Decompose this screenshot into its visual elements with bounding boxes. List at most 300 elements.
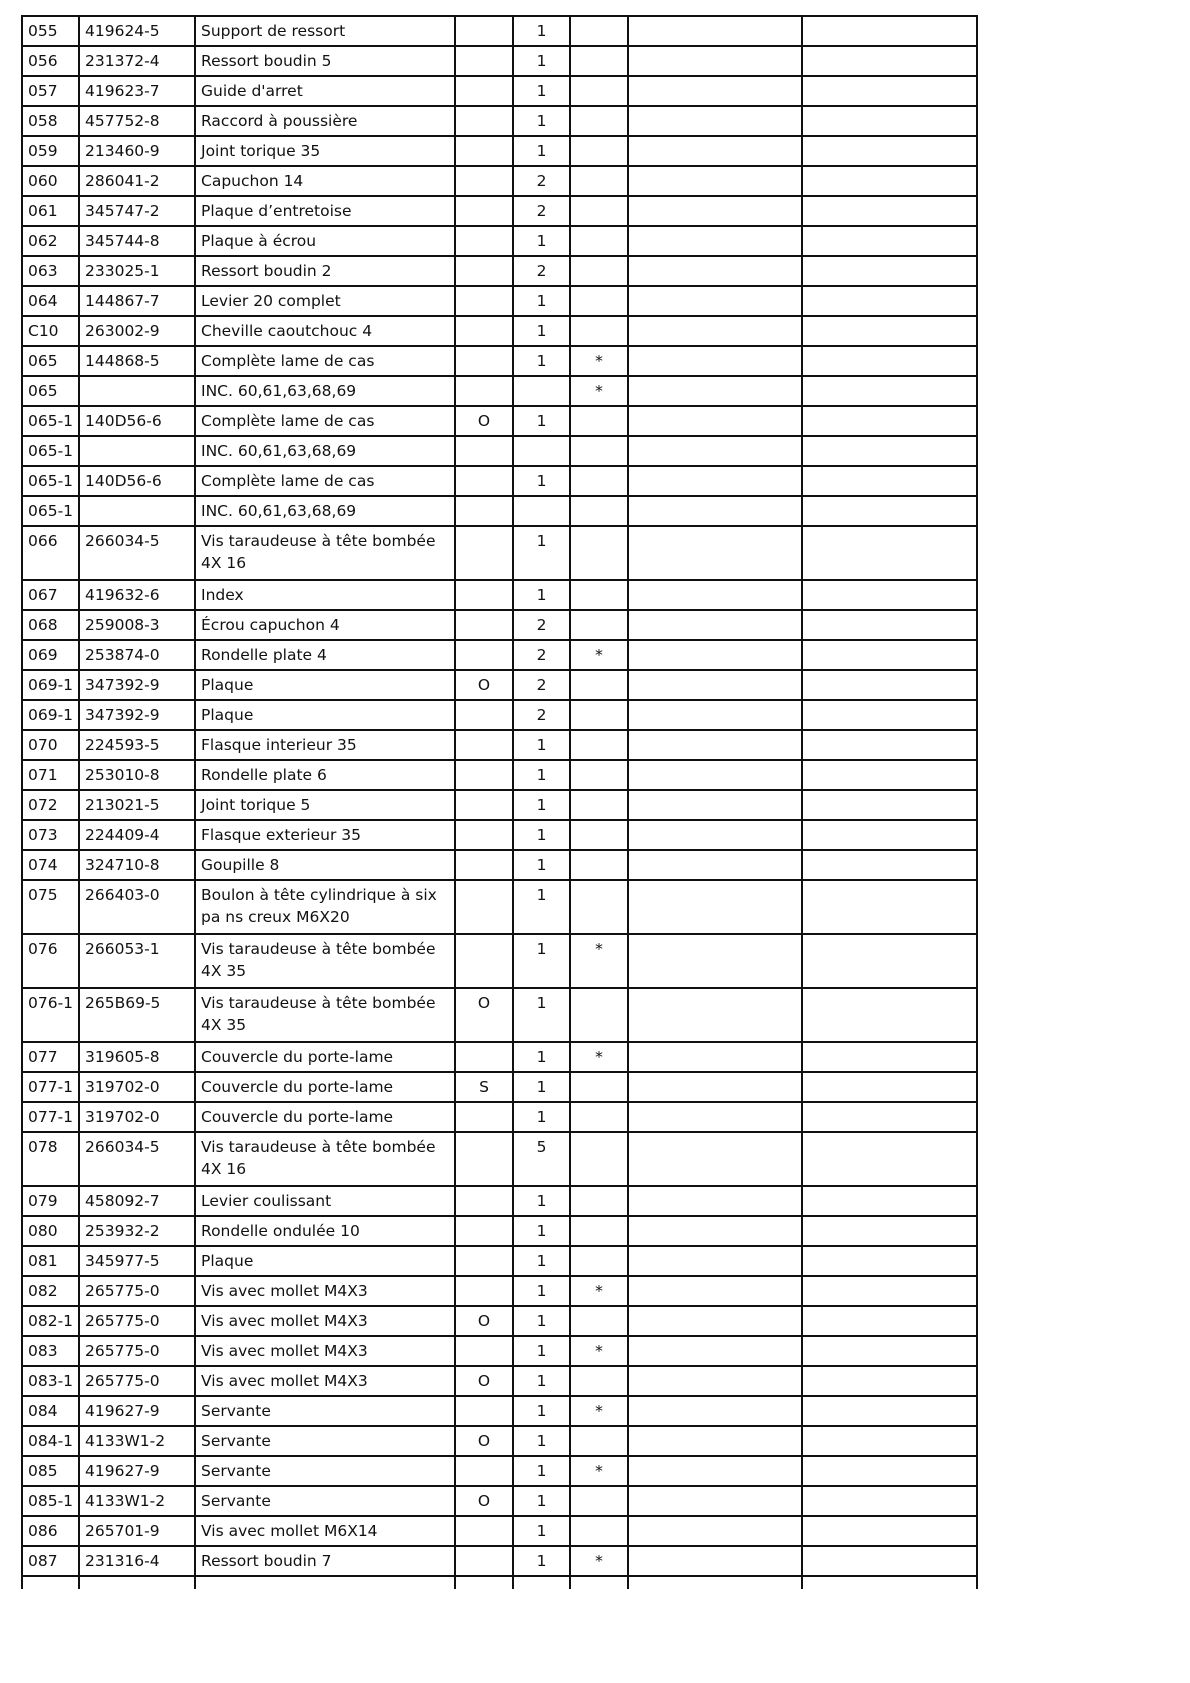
- cell-note: *: [570, 1546, 628, 1576]
- cell-note: [570, 1102, 628, 1132]
- cell-option: [455, 934, 513, 988]
- cell-empty: [628, 850, 802, 880]
- table-row: [22, 466, 977, 496]
- cell-empty: [628, 346, 802, 376]
- cell-empty: [628, 610, 802, 640]
- cell-option: [455, 1132, 513, 1186]
- cell-empty: [628, 1102, 802, 1132]
- cell-part-code: 266034-5: [79, 526, 195, 580]
- table-row: [22, 670, 977, 700]
- cell-description: Joint torique 5: [195, 790, 455, 820]
- cell-description: Couvercle du porte-lame: [195, 1042, 455, 1072]
- cell-empty: [628, 1516, 802, 1546]
- cell-empty: [802, 850, 977, 880]
- cell-description: Servante: [195, 1456, 455, 1486]
- cell-quantity: 2: [513, 670, 570, 700]
- cell-part-code: 253932-2: [79, 1216, 195, 1246]
- cell-part-code: 324710-8: [79, 850, 195, 880]
- cell-empty: [802, 106, 977, 136]
- cell-empty: [802, 1456, 977, 1486]
- cell-description: Vis taraudeuse à tête bombée 4X 35: [195, 988, 455, 1042]
- cell-quantity: 1: [513, 934, 570, 988]
- cell-empty: [628, 700, 802, 730]
- cell-part-code: 419624-5: [79, 16, 195, 46]
- cell-item-number: 084: [22, 1396, 79, 1426]
- cell-quantity: 2: [513, 700, 570, 730]
- cell-description: Plaque: [195, 700, 455, 730]
- cell-option: [455, 820, 513, 850]
- cell-description: INC. 60,61,63,68,69: [195, 496, 455, 526]
- cell-note: [570, 406, 628, 436]
- cell-item-number: 055: [22, 16, 79, 46]
- cell-item-number: 079: [22, 1186, 79, 1216]
- cell-empty: [628, 934, 802, 988]
- cell-empty: [628, 136, 802, 166]
- cell-quantity: 1: [513, 790, 570, 820]
- cell-quantity: 1: [513, 1426, 570, 1456]
- cell-note: *: [570, 1456, 628, 1486]
- cell-empty: [802, 196, 977, 226]
- cell-quantity: 1: [513, 346, 570, 376]
- cell-empty: [802, 1426, 977, 1456]
- cell-quantity: 1: [513, 316, 570, 346]
- table-row: [22, 820, 977, 850]
- cell-empty: [628, 1306, 802, 1336]
- cell-option: [455, 1042, 513, 1072]
- cell-quantity: 1: [513, 760, 570, 790]
- cell-quantity: 1: [513, 1336, 570, 1366]
- cell-note: *: [570, 1276, 628, 1306]
- cell-option: [455, 16, 513, 46]
- cell-part-code: [79, 436, 195, 466]
- cell-empty: [628, 988, 802, 1042]
- cell-note: [570, 850, 628, 880]
- cell-option: [455, 466, 513, 496]
- cell-quantity: 1: [513, 1072, 570, 1102]
- cell-empty: [628, 790, 802, 820]
- cell-empty: [802, 376, 977, 406]
- cell-option: [455, 790, 513, 820]
- cell-part-code: 253874-0: [79, 640, 195, 670]
- cell-empty: [628, 436, 802, 466]
- cell-empty: [628, 1072, 802, 1102]
- table-row: [22, 1366, 977, 1396]
- cell-description: Plaque d’entretoise: [195, 196, 455, 226]
- cell-note: [570, 76, 628, 106]
- cell-option: [455, 136, 513, 166]
- cell-empty: [802, 988, 977, 1042]
- cell-quantity: 1: [513, 1396, 570, 1426]
- table-row-continuation: [22, 1576, 977, 1589]
- cell-part-code: 266034-5: [79, 1132, 195, 1186]
- cell-note: [570, 700, 628, 730]
- cell-note: [570, 820, 628, 850]
- cell-empty: [802, 640, 977, 670]
- table-row: [22, 316, 977, 346]
- cell-item-number: C10: [22, 316, 79, 346]
- cell-empty: [802, 226, 977, 256]
- cell-description: Plaque: [195, 670, 455, 700]
- cell-empty: [802, 1546, 977, 1576]
- cell-empty: [802, 610, 977, 640]
- cell-part-code: 319702-0: [79, 1102, 195, 1132]
- cell-description: Guide d'arret: [195, 76, 455, 106]
- table-row: [22, 1546, 977, 1576]
- cell-empty: [628, 46, 802, 76]
- cell-empty: [628, 730, 802, 760]
- cell-empty: [802, 580, 977, 610]
- cell-quantity: 1: [513, 136, 570, 166]
- cell-option: O: [455, 1306, 513, 1336]
- cell-description: Couvercle du porte-lame: [195, 1102, 455, 1132]
- cell-part-code: 144868-5: [79, 346, 195, 376]
- cell-item-number: 065-1: [22, 496, 79, 526]
- table-row: [22, 226, 977, 256]
- table-row: [22, 346, 977, 376]
- cell-empty: [628, 526, 802, 580]
- cell-option: [455, 376, 513, 406]
- table-row: [22, 700, 977, 730]
- table-row: [22, 526, 977, 580]
- cell-description: Ressort boudin 7: [195, 1546, 455, 1576]
- cell-option: [455, 196, 513, 226]
- cell-note: [570, 226, 628, 256]
- cell-empty: [628, 316, 802, 346]
- cell-note: *: [570, 346, 628, 376]
- cell-empty: [628, 1576, 802, 1589]
- cell-empty: [802, 166, 977, 196]
- cell-part-code: 347392-9: [79, 670, 195, 700]
- cell-item-number: 084-1: [22, 1426, 79, 1456]
- cell-note: [570, 46, 628, 76]
- cell-quantity: [513, 496, 570, 526]
- cell-description: Plaque à écrou: [195, 226, 455, 256]
- cell-note: [570, 316, 628, 346]
- cell-item-number: 059: [22, 136, 79, 166]
- cell-empty: [802, 1396, 977, 1426]
- cell-option: [455, 256, 513, 286]
- cell-option: [455, 760, 513, 790]
- cell-item-number: 082: [22, 1276, 79, 1306]
- cell-note: [570, 1486, 628, 1516]
- cell-option: [455, 610, 513, 640]
- cell-quantity: 1: [513, 1186, 570, 1216]
- cell-item-number: 062: [22, 226, 79, 256]
- cell-description: Vis avec mollet M4X3: [195, 1306, 455, 1336]
- cell-item-number: 068: [22, 610, 79, 640]
- cell-note: [570, 166, 628, 196]
- cell-item-number: 074: [22, 850, 79, 880]
- cell-item-number: 066: [22, 526, 79, 580]
- cell-part-code: 231372-4: [79, 46, 195, 76]
- cell-empty: [802, 1276, 977, 1306]
- cell-quantity: 2: [513, 196, 570, 226]
- cell-note: *: [570, 640, 628, 670]
- table-row: [22, 196, 977, 226]
- cell-note: [570, 760, 628, 790]
- cell-description: Plaque: [195, 1246, 455, 1276]
- cell-option: [455, 880, 513, 934]
- cell-item-number: 069-1: [22, 670, 79, 700]
- cell-quantity: 1: [513, 880, 570, 934]
- cell-item-number: 061: [22, 196, 79, 226]
- table-row: [22, 436, 977, 466]
- table-row: [22, 640, 977, 670]
- cell-quantity: 5: [513, 1132, 570, 1186]
- table-row: [22, 1132, 977, 1186]
- cell-part-code: 144867-7: [79, 286, 195, 316]
- cell-part-code: 345747-2: [79, 196, 195, 226]
- cell-note: [570, 1426, 628, 1456]
- cell-part-code: 419627-9: [79, 1396, 195, 1426]
- cell-part-code: 319605-8: [79, 1042, 195, 1072]
- cell-item-number: 076-1: [22, 988, 79, 1042]
- cell-item-number: 067: [22, 580, 79, 610]
- cell-part-code: 140D56-6: [79, 466, 195, 496]
- cell-empty: [628, 1456, 802, 1486]
- table-row: [22, 496, 977, 526]
- cell-option: [455, 166, 513, 196]
- cell-note: *: [570, 934, 628, 988]
- cell-part-code: 265701-9: [79, 1516, 195, 1546]
- cell-note: *: [570, 1396, 628, 1426]
- cell-empty: [513, 1576, 570, 1589]
- cell-option: [455, 526, 513, 580]
- cell-description: Complète lame de cas: [195, 466, 455, 496]
- cell-item-number: 064: [22, 286, 79, 316]
- cell-option: [455, 226, 513, 256]
- cell-quantity: [513, 376, 570, 406]
- table-row: [22, 1426, 977, 1456]
- cell-description: Levier 20 complet: [195, 286, 455, 316]
- cell-empty: [802, 1102, 977, 1132]
- cell-item-number: 065: [22, 346, 79, 376]
- cell-note: [570, 1186, 628, 1216]
- cell-empty: [628, 166, 802, 196]
- cell-description: Cheville caoutchouc 4: [195, 316, 455, 346]
- table-row: [22, 790, 977, 820]
- cell-option: [455, 1186, 513, 1216]
- table-row: [22, 406, 977, 436]
- cell-note: [570, 526, 628, 580]
- cell-description: Couvercle du porte-lame: [195, 1072, 455, 1102]
- cell-empty: [628, 466, 802, 496]
- cell-quantity: 1: [513, 988, 570, 1042]
- cell-description: Vis avec mollet M4X3: [195, 1366, 455, 1396]
- cell-part-code: 419627-9: [79, 1456, 195, 1486]
- cell-option: [455, 346, 513, 376]
- cell-option: O: [455, 988, 513, 1042]
- cell-description: INC. 60,61,63,68,69: [195, 436, 455, 466]
- cell-quantity: 1: [513, 1306, 570, 1336]
- cell-note: [570, 1132, 628, 1186]
- cell-empty: [802, 1216, 977, 1246]
- table-row: [22, 1186, 977, 1216]
- cell-quantity: 1: [513, 466, 570, 496]
- cell-quantity: 2: [513, 610, 570, 640]
- cell-note: *: [570, 376, 628, 406]
- cell-part-code: 233025-1: [79, 256, 195, 286]
- cell-description: Raccord à poussière: [195, 106, 455, 136]
- cell-empty: [802, 820, 977, 850]
- cell-quantity: 1: [513, 406, 570, 436]
- cell-option: [455, 76, 513, 106]
- cell-empty: [802, 790, 977, 820]
- cell-item-number: 077-1: [22, 1102, 79, 1132]
- cell-quantity: 1: [513, 730, 570, 760]
- cell-empty: [802, 46, 977, 76]
- cell-quantity: 1: [513, 226, 570, 256]
- cell-option: O: [455, 670, 513, 700]
- cell-part-code: 458092-7: [79, 1186, 195, 1216]
- cell-description: Boulon à tête cylindrique à six pa ns creux M6X20: [195, 880, 455, 934]
- cell-item-number: 086: [22, 1516, 79, 1546]
- cell-description: Ressort boudin 5: [195, 46, 455, 76]
- cell-quantity: 1: [513, 106, 570, 136]
- cell-option: O: [455, 1366, 513, 1396]
- cell-empty: [628, 76, 802, 106]
- cell-note: [570, 880, 628, 934]
- cell-quantity: 1: [513, 526, 570, 580]
- cell-empty: [628, 670, 802, 700]
- table-row: [22, 1336, 977, 1366]
- cell-option: [455, 1516, 513, 1546]
- cell-quantity: 1: [513, 1486, 570, 1516]
- cell-note: *: [570, 1042, 628, 1072]
- cell-empty: [802, 700, 977, 730]
- cell-option: [455, 316, 513, 346]
- cell-empty: [802, 730, 977, 760]
- cell-quantity: 1: [513, 1246, 570, 1276]
- cell-part-code: 140D56-6: [79, 406, 195, 436]
- cell-empty: [628, 1486, 802, 1516]
- cell-option: O: [455, 406, 513, 436]
- cell-description: Vis avec mollet M4X3: [195, 1276, 455, 1306]
- cell-empty: [802, 1516, 977, 1546]
- cell-empty: [628, 580, 802, 610]
- cell-empty: [628, 1276, 802, 1306]
- cell-empty: [628, 376, 802, 406]
- cell-note: [570, 730, 628, 760]
- cell-empty: [455, 1576, 513, 1589]
- cell-description: Servante: [195, 1396, 455, 1426]
- cell-empty: [628, 640, 802, 670]
- cell-note: [570, 790, 628, 820]
- cell-empty: [628, 880, 802, 934]
- cell-item-number: 065-1: [22, 436, 79, 466]
- cell-quantity: 1: [513, 580, 570, 610]
- cell-empty: [628, 820, 802, 850]
- cell-empty: [628, 16, 802, 46]
- cell-description: Servante: [195, 1486, 455, 1516]
- cell-part-code: 259008-3: [79, 610, 195, 640]
- cell-part-code: [79, 496, 195, 526]
- cell-part-code: 265775-0: [79, 1276, 195, 1306]
- cell-part-code: 265775-0: [79, 1366, 195, 1396]
- cell-note: [570, 1072, 628, 1102]
- cell-item-number: 069: [22, 640, 79, 670]
- table-row: [22, 1486, 977, 1516]
- cell-empty: [628, 1396, 802, 1426]
- cell-part-code: 419632-6: [79, 580, 195, 610]
- cell-empty: [195, 1576, 455, 1589]
- cell-note: [570, 1216, 628, 1246]
- cell-empty: [628, 1246, 802, 1276]
- cell-empty: [802, 526, 977, 580]
- cell-item-number: 065-1: [22, 466, 79, 496]
- table-row: [22, 880, 977, 934]
- cell-item-number: 077: [22, 1042, 79, 1072]
- cell-option: [455, 580, 513, 610]
- cell-quantity: [513, 436, 570, 466]
- cell-note: [570, 466, 628, 496]
- table-row: [22, 46, 977, 76]
- cell-item-number: 060: [22, 166, 79, 196]
- table-row: [22, 76, 977, 106]
- cell-quantity: 2: [513, 640, 570, 670]
- table-row: [22, 934, 977, 988]
- cell-part-code: 224593-5: [79, 730, 195, 760]
- cell-note: [570, 436, 628, 466]
- cell-part-code: 266053-1: [79, 934, 195, 988]
- cell-description: Goupille 8: [195, 850, 455, 880]
- cell-item-number: 056: [22, 46, 79, 76]
- cell-item-number: 072: [22, 790, 79, 820]
- cell-part-code: 4133W1-2: [79, 1486, 195, 1516]
- cell-empty: [628, 286, 802, 316]
- parts-table: [21, 15, 978, 1589]
- cell-item-number: 057: [22, 76, 79, 106]
- table-row: [22, 580, 977, 610]
- table-row: [22, 1456, 977, 1486]
- cell-quantity: 1: [513, 1216, 570, 1246]
- cell-part-code: 263002-9: [79, 316, 195, 346]
- cell-empty: [628, 496, 802, 526]
- cell-part-code: 213021-5: [79, 790, 195, 820]
- cell-option: [455, 700, 513, 730]
- cell-option: [455, 1456, 513, 1486]
- cell-part-code: 286041-2: [79, 166, 195, 196]
- cell-option: [455, 850, 513, 880]
- cell-part-code: 213460-9: [79, 136, 195, 166]
- table-row: [22, 1246, 977, 1276]
- cell-part-code: 265B69-5: [79, 988, 195, 1042]
- cell-option: [455, 640, 513, 670]
- cell-note: [570, 1366, 628, 1396]
- cell-part-code: 345744-8: [79, 226, 195, 256]
- cell-description: Rondelle plate 4: [195, 640, 455, 670]
- cell-description: Écrou capuchon 4: [195, 610, 455, 640]
- cell-empty: [628, 1186, 802, 1216]
- cell-empty: [802, 1042, 977, 1072]
- cell-empty: [628, 226, 802, 256]
- cell-note: [570, 16, 628, 46]
- cell-quantity: 1: [513, 1456, 570, 1486]
- cell-option: [455, 1546, 513, 1576]
- table-row: [22, 1042, 977, 1072]
- cell-description: Complète lame de cas: [195, 406, 455, 436]
- cell-empty: [802, 1246, 977, 1276]
- cell-option: [455, 1216, 513, 1246]
- cell-note: [570, 670, 628, 700]
- cell-empty: [802, 1306, 977, 1336]
- table-row: [22, 286, 977, 316]
- cell-quantity: 1: [513, 1516, 570, 1546]
- cell-item-number: 069-1: [22, 700, 79, 730]
- cell-item-number: 081: [22, 1246, 79, 1276]
- cell-note: [570, 106, 628, 136]
- cell-empty: [628, 1546, 802, 1576]
